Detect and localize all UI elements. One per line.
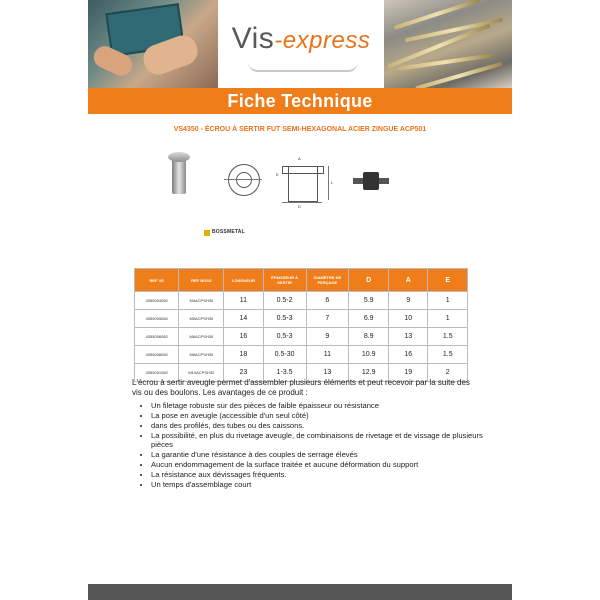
width-dimension	[282, 202, 322, 203]
table-cell: 16	[389, 346, 428, 364]
table-cell: 1.5	[428, 328, 468, 346]
table-row	[135, 310, 468, 328]
column-header: REF BOSS	[179, 269, 224, 292]
logo-express: -express	[274, 27, 371, 54]
list-item: • Un filetage robuste sur des pièces de faible épaisseur ou résistance	[151, 401, 487, 410]
list-item: • La résistance aux dévissages fréquents.	[151, 470, 487, 479]
table-row	[135, 346, 468, 364]
table-cell: 6.9	[349, 310, 389, 328]
rivet-nut-body	[172, 158, 186, 194]
table-cell: 23	[224, 364, 263, 382]
installed-view	[353, 172, 389, 190]
dimension-label-width: A	[298, 156, 301, 161]
manufacturer-logo	[204, 229, 254, 237]
table-cell: 0.5-30	[263, 346, 306, 364]
side-view-body	[288, 166, 318, 202]
logo-swoosh	[248, 62, 358, 72]
table-cell: 4355001082	[135, 364, 179, 382]
table-cell: 9	[389, 292, 428, 310]
table-cell: 9	[306, 328, 349, 346]
table-cell: 13	[389, 328, 428, 346]
dimension-label-thickness: E	[276, 172, 279, 177]
logo-wordmark	[218, 22, 384, 56]
list-item: • La garantie d'une résistance à des couples de serrage élevés	[151, 450, 487, 459]
list-item: • La possibilité, en plus du rivetage aveugle, de combinaisons de rivetage et de vissage de plusieurs pièces	[151, 431, 487, 449]
product-description: L'écrou à sertir aveugle permet d'assembler plusieurs éléments et peut recevoir par la suite des vis ou des boulons. Les avantages de ce produit :	[132, 378, 470, 397]
table-cell: 10.9	[349, 346, 389, 364]
column-header: D	[349, 269, 389, 292]
table-cell: 1.5	[428, 346, 468, 364]
table-cell: 5.9	[349, 292, 389, 310]
table-cell: 7	[306, 310, 349, 328]
table-header-row	[135, 269, 468, 292]
footer-bar	[88, 584, 512, 600]
table-cell: 4355008082	[135, 346, 179, 364]
table-cell: 1	[428, 292, 468, 310]
product-title: VS4350 - ÉCROU À SERTIR FUT SEMI-HEXAGONAL ACIER ZINGUE ACP501	[173, 126, 427, 133]
table-cell: 0.5-2	[263, 292, 306, 310]
table-cell: 12.9	[349, 364, 389, 382]
table-cell: 2	[428, 364, 468, 382]
column-header: REF VE	[135, 269, 179, 292]
list-item: • La pose en aveugle (accessible d'un seul côté)	[151, 411, 487, 420]
table-cell: 11	[306, 346, 349, 364]
table-cell: 11	[224, 292, 263, 310]
table-cell: M6ACPSH30	[179, 328, 224, 346]
advantages-list	[134, 401, 487, 490]
column-header: LONGUEUR	[224, 269, 263, 292]
dimension-label-length: L	[331, 180, 334, 185]
datasheet	[88, 0, 512, 600]
table-cell: 0.5-3	[263, 310, 306, 328]
table-cell: 13	[306, 364, 349, 382]
banner-title: Fiche Technique	[227, 91, 373, 111]
centerline	[224, 179, 262, 180]
header-photo-toolbox	[88, 0, 218, 88]
table-cell: 19	[389, 364, 428, 382]
table-cell: 6	[306, 292, 349, 310]
column-header: DIAMÈTRE DE PERÇAGE	[306, 269, 349, 292]
title-banner	[88, 88, 512, 114]
table-cell: 0.5-3	[263, 328, 306, 346]
column-header: A	[389, 269, 428, 292]
table-cell: 4355004082	[135, 292, 179, 310]
manufacturer-name: BOSSMETAL	[212, 229, 245, 235]
length-dimension	[328, 166, 329, 200]
column-header: ÉPAISSEUR À SERTIR	[263, 269, 306, 292]
product-drawings	[158, 152, 458, 212]
manufacturer-mark	[204, 230, 210, 236]
table-cell: 14	[224, 310, 263, 328]
rivet-nut-head	[168, 152, 190, 162]
list-item: • dans des profilés, des tubes ou des caissons.	[151, 421, 487, 430]
table-cell: 4355006082	[135, 328, 179, 346]
table-cell: M4ACPSH30	[179, 292, 224, 310]
table-cell: 18	[224, 346, 263, 364]
brand-logo	[218, 0, 384, 88]
dimension-label-diameter: D	[298, 204, 301, 209]
logo-vis: Vis	[231, 22, 275, 55]
table-cell: 4355005082	[135, 310, 179, 328]
table-row	[135, 292, 468, 310]
spec-table	[134, 268, 468, 382]
list-item: • Un temps d'assemblage court	[151, 480, 487, 489]
installed-nut	[363, 172, 379, 190]
table-cell: M8ACPSH30	[179, 346, 224, 364]
table-cell: M5ACPSH30	[179, 310, 224, 328]
list-item: • Aucun endommagement de la surface traitée et aucune déformation du support	[151, 460, 487, 469]
top-view-inner-circle	[236, 172, 252, 188]
table-cell: 8.9	[349, 328, 389, 346]
table-cell: 10	[389, 310, 428, 328]
table-cell: 1	[428, 310, 468, 328]
table-cell: 16	[224, 328, 263, 346]
header-photo-screws	[384, 0, 512, 88]
table-cell: M10ACPSH30	[179, 364, 224, 382]
column-header: E	[428, 269, 468, 292]
table-row	[135, 328, 468, 346]
table-cell: 1-3.5	[263, 364, 306, 382]
rivet-nut-photo	[168, 152, 190, 196]
